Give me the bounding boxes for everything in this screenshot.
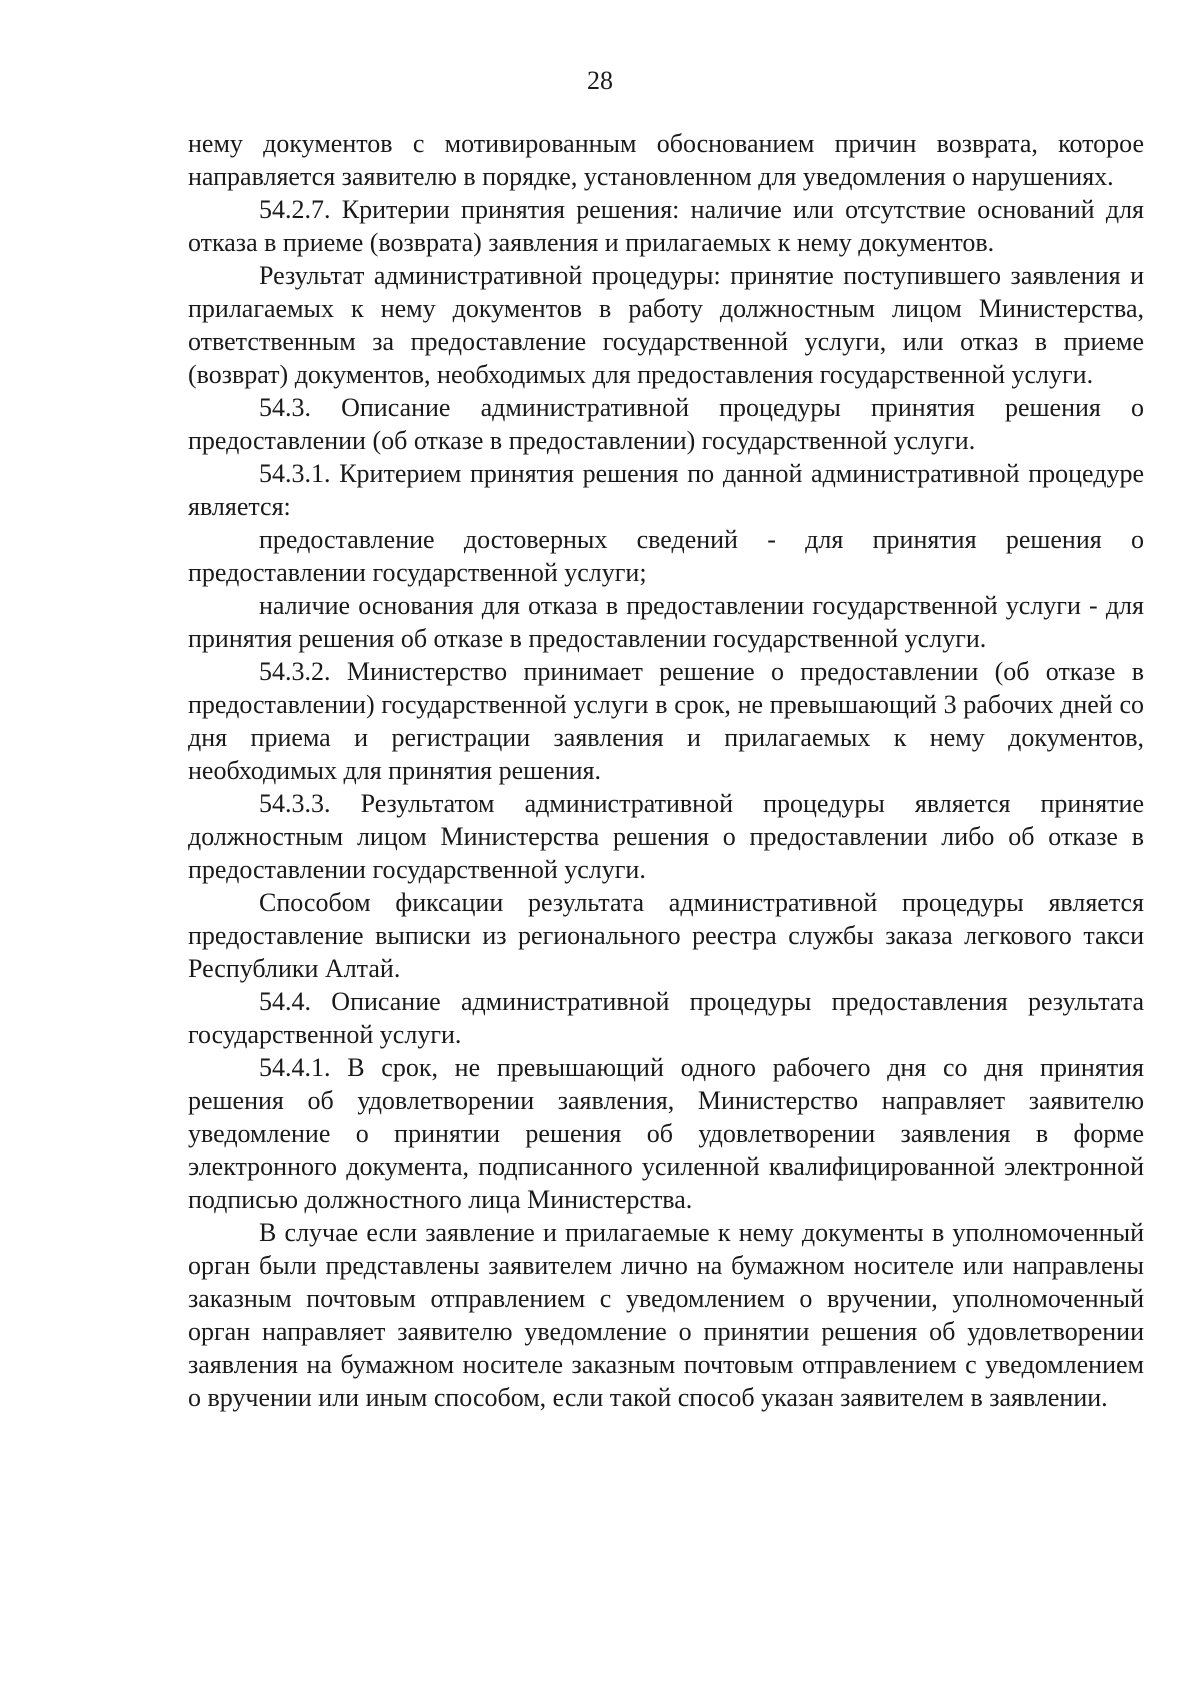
paragraph-54-3-3: 54.3.3. Результатом административной процедуры является принятие должностным лицом Министерства решения о предоставлении либо об отказе в предоставлении государственной услуги. [188, 789, 1144, 884]
paragraph-refusal-grounds: наличие основания для отказа в предоставлении государственной услуги - для принятия решения об отказе в предоставлении государственной услуги. [188, 591, 1144, 653]
paragraph-54-3-2: 54.3.2. Министерство принимает решение о предоставлении (об отказе в предоставлении) государственной услуги в срок, не превышающий 3 рабочих дней со дня приема и регистрации заявления и прилагаемых к нему документов, необходимых для принятия решения. [188, 657, 1144, 785]
paragraph-continuation: нему документов с мотивированным обоснованием причин возврата, которое направляется заявителю в порядке, установленном для уведомления о нарушениях. [188, 129, 1144, 191]
paragraph-reliable-info: предоставление достоверных сведений - для принятия решения о предоставлении государственной услуги; [188, 525, 1144, 587]
paragraph-54-3: 54.3. Описание административной процедуры принятия решения о предоставлении (об отказе в предоставлении) государственной услуги. [188, 393, 1144, 455]
paragraph-54-4: 54.4. Описание административной процедуры предоставления результата государственной услуги. [188, 987, 1144, 1049]
paragraph-54-3-1: 54.3.1. Критерием принятия решения по данной административной процедуре является: [188, 459, 1144, 521]
page-number: 28 [587, 66, 613, 95]
paragraph-fixation-method: Способом фиксации результата административной процедуры является предоставление выписки из регионального реестра службы заказа легкового такси Республики Алтай. [188, 888, 1144, 983]
paragraph-54-4-1: 54.4.1. В срок, не превышающий одного рабочего дня со дня принятия решения об удовлетворении заявления, Министерство направляет заявителю уведомление о принятии решения об удовлетворении заявления в форме электронного документа, подписанного усиленной квалифицированной электронной подписью должностного лица Министерства. [188, 1053, 1144, 1214]
document-body [188, 127, 1144, 1414]
paragraph-paper-delivery: В случае если заявление и прилагаемые к нему документы в уполномоченный орган были представлены заявителем лично на бумажном носителе или направлены заказным почтовым отправлением с уведомлением о вручении, уполномоченный орган направляет заявителю уведомление о принятии решения об удовлетворении заявления на бумажном носителе заказным почтовым отправлением с уведомлением о вручении или иным способом, если такой способ указан заявителем в заявлении. [188, 1218, 1144, 1412]
paragraph-result: Результат административной процедуры: принятие поступившего заявления и прилагаемых к нему документов в работу должностным лицом Министерства, ответственным за предоставление государственной услуги, или отказ в приеме (возврат) документов, необходимых для предоставления государственной услуги. [188, 261, 1144, 389]
paragraph-54-2-7: 54.2.7. Критерии принятия решения: наличие или отсутствие оснований для отказа в приеме (возврата) заявления и прилагаемых к нему документов. [188, 195, 1144, 257]
